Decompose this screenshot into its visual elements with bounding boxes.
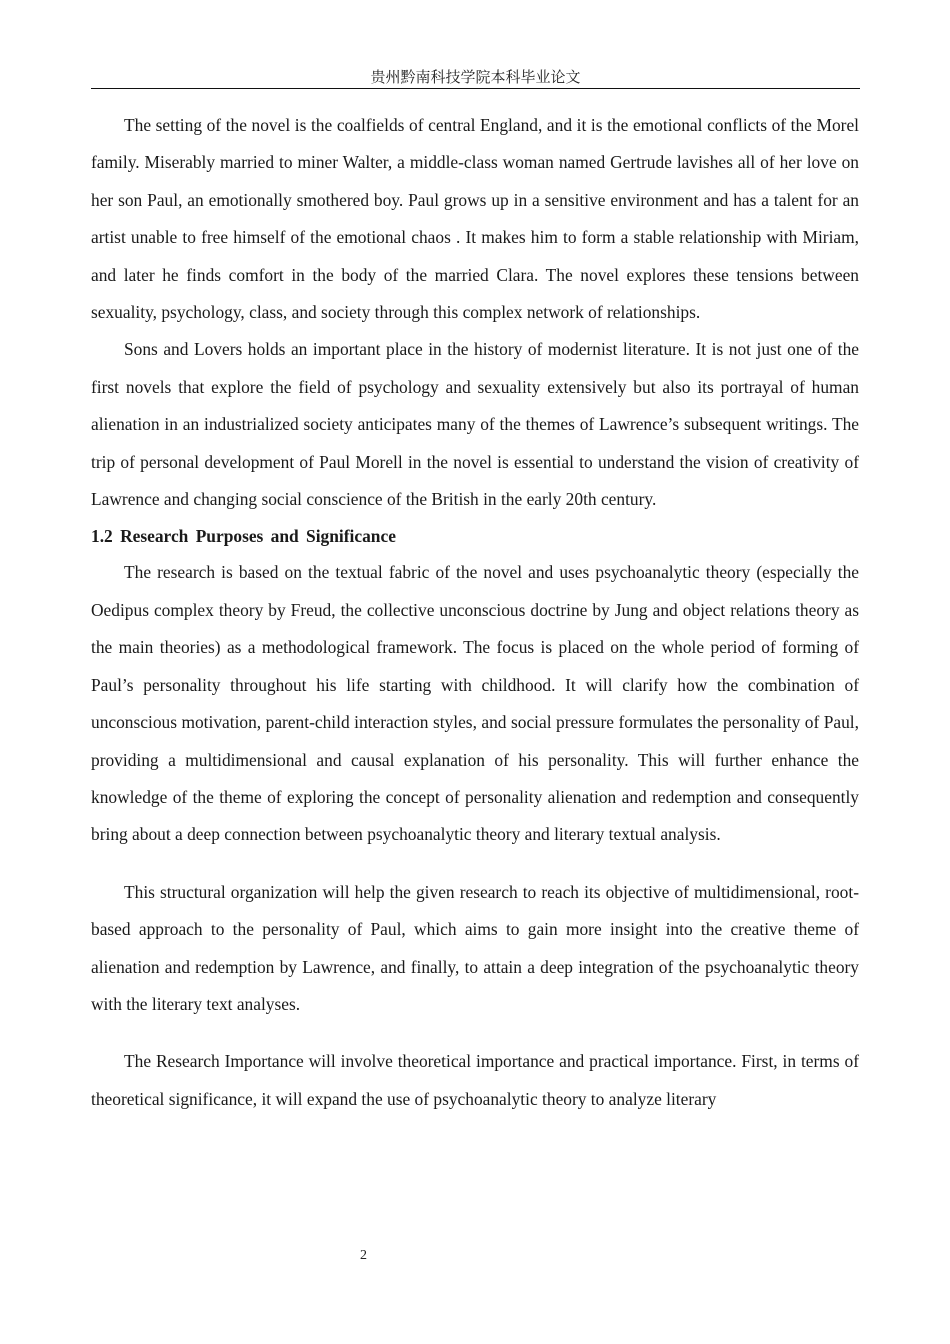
paragraph-research-importance: The Research Importance will involve theoretical importance and practical importance. First, in terms of theoretical significance, it will expand the use of psychoanalytic theory to analyze literary xyxy=(91,1051,859,1109)
paragraph-research-basis: The research is based on the textual fabric of the novel and uses psychoanalytic theory (especially the Oedipus complex theory by Freud, the collective unconscious doctrine by Jung and object relations theory as the main theories) as a methodological framework. The focus is placed on the whole period of forming of Paul’s personality throughout his life starting with childhood. It will clarify how the combination of unconscious motivation, parent-child interaction styles, and social pressure formulates the personality of Paul, providing a multidimensional and causal explanation of his personality. This will further enhance the knowledge of the theme of exploring the concept of personality alienation and redemption and consequently bring about a deep connection between psychoanalytic theory and literary textual analysis. xyxy=(91,562,859,845)
paragraph-spacer xyxy=(91,1023,859,1043)
document-body xyxy=(91,107,859,1118)
paragraph-spacer xyxy=(91,854,859,874)
page-number: 2 xyxy=(360,1248,367,1263)
paragraph-structural-organization: This structural organization will help the given research to reach its objective of multidimensional, root-based approach to the personality of Paul, which aims to gain more insight into the creative theme of alienation and redemption by Lawrence, and finally, to attain a deep integration of the psychoanalytic theory with the literary text analyses. xyxy=(91,881,859,1014)
page-header-title: 贵州黔南科技学院本科毕业论文 xyxy=(370,68,581,86)
paragraph-novel-setting: The setting of the novel is the coalfields of central England, and it is the emotional conflicts of the Morel family. Miserably married to miner Walter, a middle-class woman named Gertrude lavishes all of her love on her son Paul, an emotionally smothered boy. Paul grows up in a sensitive environment and has a talent for an artist unable to free himself of the emotional chaos . It makes him to form a stable relationship with Miriam, and later he finds comfort in the body of the married Clara. The novel explores these tensions between sexuality, psychology, class, and society through this complex network of relationships. xyxy=(91,115,859,323)
header-divider xyxy=(91,88,860,89)
paragraph-importance-in-literature: Sons and Lovers holds an important place in the history of modernist literature. It is not just one of the first novels that explore the field of psychology and sexuality extensively but also its portrayal of human alienation in an industrialized society anticipates many of the themes of Lawrence’s subsequent writings. The trip of personal development of Paul Morell in the novel is essential to understand the vision of creativity of Lawrence and changing social conscience of the British in the early 20th century. xyxy=(91,339,859,510)
section-heading: 1.2 Research Purposes and Significance xyxy=(91,526,396,547)
